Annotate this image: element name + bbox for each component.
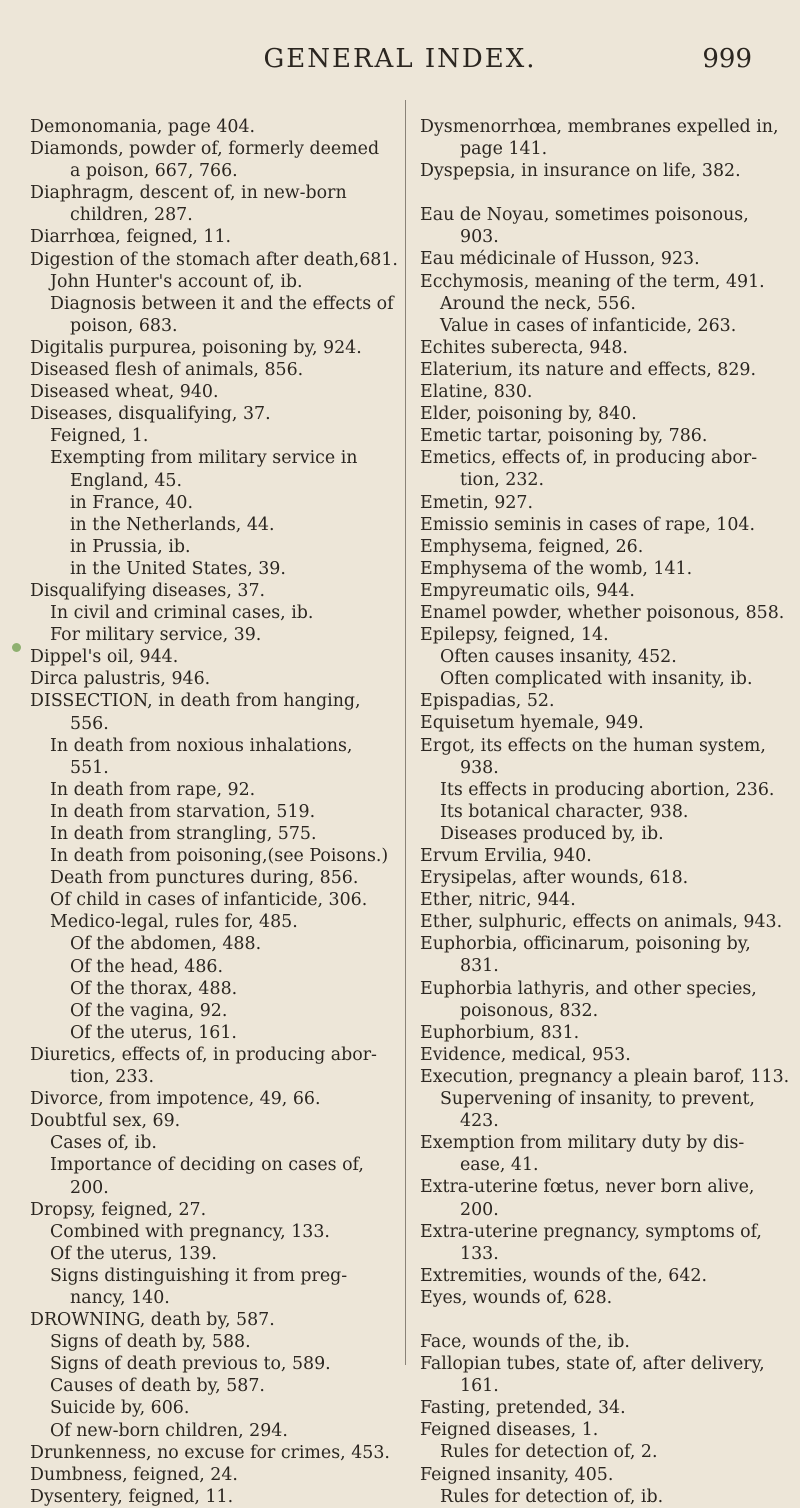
index-entry: Fallopian tubes, state of, after delivery, bbox=[420, 1354, 765, 1375]
index-entry: DROWNING, death by, 587. bbox=[30, 1310, 275, 1331]
index-entry: Echites suberecta, 948. bbox=[420, 337, 628, 358]
index-entry: Feigned diseases, 1. bbox=[420, 1420, 599, 1441]
index-entry: page 141. bbox=[460, 139, 548, 160]
index-entry: Erysipelas, after wounds, 618. bbox=[420, 868, 689, 889]
index-entry: Eyes, wounds of, 628. bbox=[420, 1287, 613, 1308]
index-entry: Empyreumatic oils, 944. bbox=[420, 580, 635, 601]
index-entry: Diagnosis between it and the effects of bbox=[50, 293, 394, 314]
ink-spot bbox=[12, 643, 21, 652]
running-title: GENERAL INDEX. bbox=[263, 44, 537, 74]
index-entry: 831. bbox=[460, 956, 499, 977]
index-entry: Its botanical character, 938. bbox=[440, 801, 689, 822]
index-entry: Diseased wheat, 940. bbox=[30, 382, 219, 403]
index-entry bbox=[420, 182, 792, 204]
index-entry: Combined with pregnancy, 133. bbox=[50, 1221, 330, 1242]
index-entry: Causes of death by, 587. bbox=[50, 1376, 265, 1397]
index-entry: Dippel's oil, 944. bbox=[30, 647, 179, 668]
index-entry: Digitalis purpurea, poisoning by, 924. bbox=[30, 337, 362, 358]
index-entry: In civil and criminal cases, ib. bbox=[50, 603, 314, 624]
index-entry: In death from strangling, 575. bbox=[50, 824, 317, 844]
index-entry: Diuretics, effects of, in producing abor- bbox=[30, 1044, 377, 1065]
index-entry: Eau de Noyau, sometimes poisonous, bbox=[420, 205, 749, 226]
index-entry: in Prussia, ib. bbox=[70, 536, 191, 557]
index-entry: DISSECTION, in death from hanging, bbox=[30, 691, 361, 712]
index-entry: Often causes insanity, 452. bbox=[440, 647, 677, 668]
index-entry: In death from starvation, 519. bbox=[50, 801, 316, 822]
index-entry: Euphorbium, 831. bbox=[420, 1022, 580, 1043]
index-entry: Emphysema, feigned, 26. bbox=[420, 536, 644, 557]
index-entry: In death from poisoning,(see Poisons.) bbox=[50, 846, 389, 867]
index-entry: children, 287. bbox=[70, 205, 193, 226]
index-entry: Emphysema of the womb, 141. bbox=[420, 558, 693, 579]
index-entry: Doubtful sex, 69. bbox=[30, 1111, 181, 1132]
index-entry: Elatine, 830. bbox=[420, 382, 533, 403]
index-entry: Diseased flesh of animals, 856. bbox=[30, 360, 304, 381]
index-entry: 556. bbox=[70, 713, 109, 734]
index-entry: tion, 232. bbox=[460, 470, 544, 491]
index-entry: in the United States, 39. bbox=[70, 558, 286, 579]
index-entry: Divorce, from impotence, 49, 66. bbox=[30, 1089, 321, 1110]
index-entry: nancy, 140. bbox=[70, 1287, 170, 1308]
index-entry: Ether, sulphuric, effects on animals, 943. bbox=[420, 912, 783, 933]
index-entry: Ergot, its effects on the human system, bbox=[420, 735, 766, 756]
index-entry: England, 45. bbox=[70, 470, 183, 491]
index-entry: Suicide by, 606. bbox=[50, 1398, 190, 1419]
index-entry: Demonomania, page 404. bbox=[30, 117, 256, 137]
index-entry: Emetics, effects of, in producing abor- bbox=[420, 448, 758, 469]
index-entry: Of the uterus, 161. bbox=[70, 1022, 237, 1043]
index-entry: ease, 41. bbox=[460, 1155, 539, 1176]
right-column bbox=[420, 116, 792, 1508]
index-entry: Diarrhœa, feigned, 11. bbox=[30, 227, 232, 248]
index-entry: Signs of death previous to, 589. bbox=[50, 1354, 331, 1375]
index-entry: Signs distinguishing it from preg- bbox=[50, 1265, 348, 1286]
page-number: 999 bbox=[702, 44, 752, 74]
index-entry: Of the vagina, 92. bbox=[70, 1000, 228, 1021]
index-entry: Fasting, pretended, 34. bbox=[420, 1398, 626, 1419]
index-entry: Diaphragm, descent of, in new-born bbox=[30, 183, 347, 204]
index-entry: Face, wounds of the, ib. bbox=[420, 1331, 630, 1352]
index-entry: Of the head, 486. bbox=[70, 956, 224, 977]
index-entry: in France, 40. bbox=[70, 492, 193, 513]
index-entry: In death from noxious inhalations, bbox=[50, 735, 353, 756]
index-entry: Of the uterus, 139. bbox=[50, 1243, 217, 1264]
index-entry: 903. bbox=[460, 227, 499, 248]
index-entry: Of the abdomen, 488. bbox=[70, 934, 262, 955]
index-entry: a poison, 667, 766. bbox=[70, 161, 238, 182]
index-entry: Dysentery, feigned, 11. bbox=[30, 1486, 234, 1507]
index-entry: Often complicated with insanity, ib. bbox=[440, 669, 753, 690]
index-entry: Disqualifying diseases, 37. bbox=[30, 580, 266, 601]
index-entry: Exemption from military duty by dis- bbox=[420, 1133, 745, 1154]
index-entry: 423. bbox=[460, 1111, 499, 1132]
index-entry: Value in cases of infanticide, 263. bbox=[440, 315, 737, 336]
index-entry: poison, 683. bbox=[70, 315, 178, 336]
index-entry: In death from rape, 92. bbox=[50, 779, 256, 800]
index-entry: Diamonds, powder of, formerly deemed bbox=[30, 139, 380, 160]
index-entry: 161. bbox=[460, 1376, 499, 1397]
index-entry: Eau médicinale of Husson, 923. bbox=[420, 249, 700, 270]
index-entry: Exempting from military service in bbox=[50, 448, 358, 469]
index-entry: Ecchymosis, meaning of the term, 491. bbox=[420, 271, 765, 292]
index-entry: Execution, pregnancy a pleain barof, 113. bbox=[420, 1066, 790, 1087]
index-entry: 200. bbox=[70, 1177, 109, 1198]
index-entry: Extra-uterine fœtus, never born alive, bbox=[420, 1177, 755, 1198]
index-entry: Drunkenness, no excuse for crimes, 453. bbox=[30, 1442, 390, 1463]
index-entry: Dumbness, feigned, 24. bbox=[30, 1464, 238, 1485]
index-entry: Epispadias, 52. bbox=[420, 691, 555, 712]
page-header bbox=[0, 44, 800, 84]
index-entry: Extra-uterine pregnancy, symptoms of, bbox=[420, 1221, 762, 1242]
index-entry: poisonous, 832. bbox=[460, 1000, 599, 1021]
index-entry: John Hunter's account of, ib. bbox=[50, 271, 303, 292]
index-entry: Elaterium, its nature and effects, 829. bbox=[420, 359, 757, 380]
index-entry: Evidence, medical, 953. bbox=[420, 1044, 631, 1065]
index-entry: Emetic tartar, poisoning by, 786. bbox=[420, 426, 708, 447]
index-entry: Around the neck, 556. bbox=[440, 293, 636, 314]
index-entry: Diseases produced by, ib. bbox=[440, 823, 664, 844]
index-entry: Of new-born children, 294. bbox=[50, 1420, 288, 1441]
index-entry: Emissio seminis in cases of rape, 104. bbox=[420, 514, 756, 535]
index-entry: in the Netherlands, 44. bbox=[70, 514, 275, 535]
index-entry: Cases of, ib. bbox=[50, 1133, 157, 1154]
index-entry: Extremities, wounds of the, 642. bbox=[420, 1265, 708, 1286]
index-entry: Of child in cases of infanticide, 306. bbox=[50, 890, 368, 911]
index-entry: 938. bbox=[460, 757, 499, 778]
index-entry: Diseases, disqualifying, 37. bbox=[30, 404, 271, 425]
index-entry: Medico-legal, rules for, 485. bbox=[50, 912, 298, 933]
index-entry: Euphorbia, officinarum, poisoning by, bbox=[420, 934, 751, 955]
index-entry: Feigned insanity, 405. bbox=[420, 1464, 614, 1485]
index-entry: Elder, poisoning by, 840. bbox=[420, 404, 637, 425]
index-entry: Equisetum hyemale, 949. bbox=[420, 713, 644, 734]
index-entry bbox=[420, 1309, 792, 1331]
index-entry: Dyspepsia, in insurance on life, 382. bbox=[420, 161, 741, 182]
index-entry: Enamel powder, whether poisonous, 858. bbox=[420, 602, 785, 623]
index-entry: 551. bbox=[70, 757, 109, 778]
index-entry: Ether, nitric, 944. bbox=[420, 890, 576, 911]
index-entry: 200. bbox=[460, 1199, 499, 1220]
index-entry: Signs of death by, 588. bbox=[50, 1332, 251, 1353]
index-entry: Rules for detection of, 2. bbox=[440, 1442, 658, 1463]
index-entry: Euphorbia lathyris, and other species, bbox=[420, 978, 757, 999]
index-entry: Supervening of insanity, to prevent, bbox=[440, 1089, 755, 1110]
left-column bbox=[30, 116, 408, 1508]
index-entry: Digestion of the stomach after death,681. bbox=[30, 249, 398, 270]
index-entry: Its effects in producing abortion, 236. bbox=[440, 779, 775, 800]
index-entry: Dropsy, feigned, 27. bbox=[30, 1199, 207, 1220]
index-entry: Death from punctures during, 856. bbox=[50, 868, 359, 889]
index-entry: Emetin, 927. bbox=[420, 492, 534, 513]
index-entry: tion, 233. bbox=[70, 1067, 154, 1088]
index-entry: Of the thorax, 488. bbox=[70, 978, 238, 999]
index-entry: Ervum Ervilia, 940. bbox=[420, 846, 592, 866]
index-entry: Epilepsy, feigned, 14. bbox=[420, 625, 609, 646]
index-entry: For military service, 39. bbox=[50, 625, 262, 646]
index-entry: Importance of deciding on cases of, bbox=[50, 1155, 364, 1176]
index-entry: 133. bbox=[460, 1243, 499, 1264]
index-entry: Dysmenorrhœa, membranes expelled in, bbox=[420, 117, 779, 137]
index-entry: Dirca palustris, 946. bbox=[30, 669, 211, 690]
index-entry: Rules for detection of, ib. bbox=[440, 1486, 664, 1507]
index-entry: Feigned, 1. bbox=[50, 426, 149, 447]
